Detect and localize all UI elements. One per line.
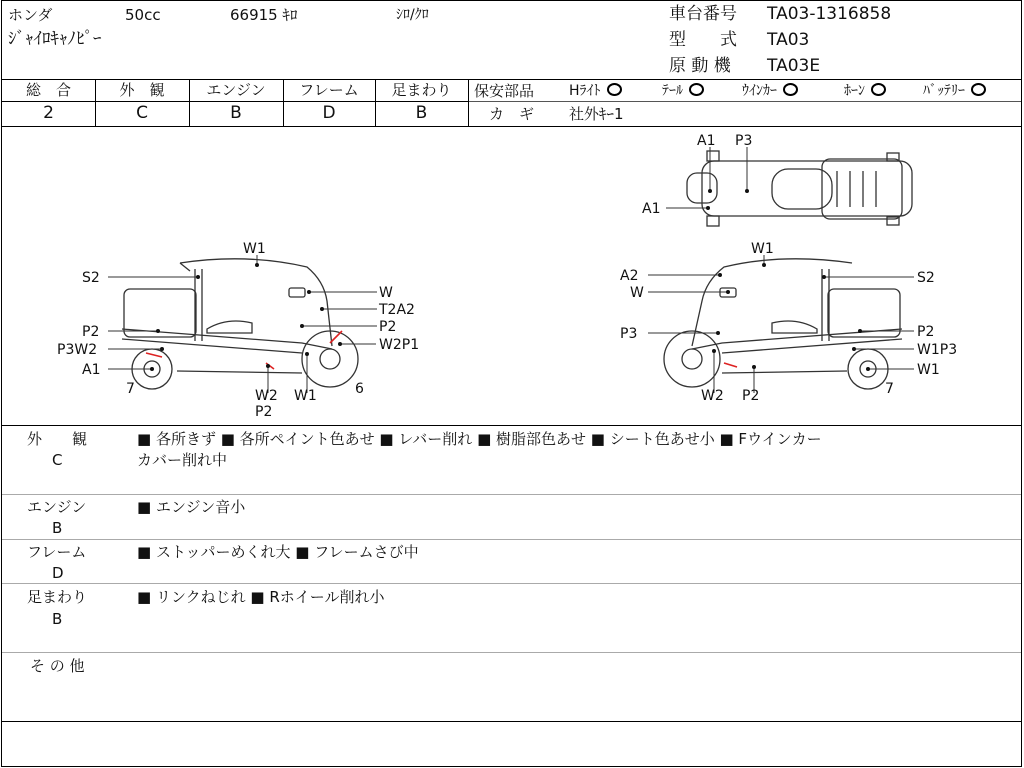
ok-circle-icon xyxy=(871,83,886,96)
diagram-label: S2 xyxy=(917,270,935,286)
diagram-label: W xyxy=(379,285,393,301)
section-line: ■ リンクねじれ ■ Rホイール削れ小 xyxy=(137,588,385,606)
section-grade-suspension: B xyxy=(52,610,63,628)
diagram-label: W1 xyxy=(751,241,774,257)
key-label: カ ギ xyxy=(489,105,535,123)
diagram-label: W2P1 xyxy=(379,337,420,353)
diagram-label: W1 xyxy=(294,388,317,404)
divider xyxy=(2,425,1021,426)
grade-header-exterior: 外 観 xyxy=(119,81,165,99)
diagram-label: T2A2 xyxy=(379,302,415,318)
damage-marks xyxy=(146,331,737,369)
left-side-view-drawing xyxy=(122,259,358,389)
diagram-label: S2 xyxy=(82,270,100,286)
diagram-label: W1P3 xyxy=(917,342,958,358)
frame-no: TA03-1316858 xyxy=(767,4,892,24)
top-view-drawing xyxy=(687,151,912,226)
grade-value-exterior: C xyxy=(136,103,148,123)
diagram-label: P3W2 xyxy=(57,342,98,358)
section-line: ■ エンジン音小 xyxy=(137,498,246,516)
diagram-label: 7 xyxy=(885,381,894,397)
divider xyxy=(2,101,469,102)
section-title-exterior: 外 観 xyxy=(27,430,88,448)
engine-label: 原 動 機 xyxy=(669,56,731,76)
diagram-label: W1 xyxy=(243,241,266,257)
frame-no-label: 車台番号 xyxy=(669,4,737,24)
diagram-label: W1 xyxy=(917,362,940,378)
diagram-label: P2 xyxy=(379,319,397,335)
type-label: 型 式 xyxy=(669,30,737,50)
type-value: TA03 xyxy=(767,30,810,50)
inspection-sheet xyxy=(1,0,1022,767)
ok-circle-icon xyxy=(607,83,622,96)
section-title-engine: エンジン xyxy=(27,498,87,516)
diagram-label: P2 xyxy=(742,388,760,404)
ok-circle-icon xyxy=(971,83,986,96)
divider xyxy=(469,101,1021,102)
divider xyxy=(2,494,1021,495)
section-title-other: そ の 他 xyxy=(30,657,85,675)
diagram-label: 6 xyxy=(355,381,364,397)
diagram-label: W2 xyxy=(701,388,724,404)
model-name: ｼﾞｬｲﾛｷｬﾉﾋﾟｰ xyxy=(8,29,102,49)
divider xyxy=(2,583,1021,584)
diagram-label: P2 xyxy=(917,324,935,340)
diagram-label: A2 xyxy=(620,268,639,284)
section-line: カバー削れ中 xyxy=(137,451,228,469)
section-grade-frame: D xyxy=(52,564,64,582)
grade-value-engine: B xyxy=(230,103,242,123)
color: ｼﾛ/ｸﾛ xyxy=(396,7,429,23)
safety-label: 保安部品 xyxy=(474,82,535,100)
safety-item: ﾊﾞｯﾃﾘｰ xyxy=(923,82,986,100)
diagram-label: P2 xyxy=(82,324,100,340)
section-title-frame: フレーム xyxy=(27,543,87,561)
divider xyxy=(2,652,1021,653)
grade-header-suspension: 足まわり xyxy=(391,81,452,99)
mileage: 66915 ｷﾛ xyxy=(230,6,298,24)
grade-header-engine: エンジン xyxy=(206,81,266,99)
divider xyxy=(2,539,1021,540)
engine-value: TA03E xyxy=(767,56,821,76)
ok-circle-icon xyxy=(689,83,704,96)
section-line: ■ ストッパーめくれ大 ■ フレームさび中 xyxy=(137,543,419,561)
diagram-label: P3 xyxy=(735,133,753,149)
safety-item: ｳｲﾝｶｰ xyxy=(742,82,798,100)
grade-header-overall: 総 合 xyxy=(25,81,71,99)
section-line: ■ 各所きず ■ 各所ペイント色あせ ■ レバー削れ ■ 樹脂部色あせ ■ シート色あせ小 ■ Fウインカー xyxy=(137,430,822,448)
safety-item: ﾃｰﾙ xyxy=(662,82,704,100)
key-value: 社外ｷｰ1 xyxy=(569,105,624,123)
diagram-label: W xyxy=(630,285,644,301)
diagram-label: P2 xyxy=(255,404,273,420)
section-title-suspension: 足まわり xyxy=(27,588,88,606)
grade-value-overall: 2 xyxy=(43,103,54,123)
divider xyxy=(2,79,1021,80)
grade-value-suspension: B xyxy=(415,103,428,123)
ok-circle-icon xyxy=(783,83,798,96)
section-grade-exterior: C xyxy=(52,451,63,469)
section-grade-engine: B xyxy=(52,519,63,537)
displacement: 50cc xyxy=(125,6,161,24)
divider xyxy=(468,79,469,126)
diagram-label: A1 xyxy=(642,201,661,217)
safety-item: ﾎｰﾝ xyxy=(844,82,886,100)
diagram-label: A1 xyxy=(82,362,101,378)
scooter-damage-diagram xyxy=(2,127,1021,425)
grade-header-frame: フレーム xyxy=(299,81,359,99)
divider xyxy=(2,721,1021,722)
leader-lines xyxy=(108,147,914,393)
diagram-label: P3 xyxy=(620,326,638,342)
safety-item: Hﾗｲﾄ xyxy=(569,82,622,100)
grade-value-frame: D xyxy=(322,103,336,123)
diagram-label: W2 xyxy=(255,388,278,404)
maker: ホンダ xyxy=(8,6,53,24)
diagram-label: A1 xyxy=(697,133,716,149)
diagram-label: 7 xyxy=(126,381,135,397)
